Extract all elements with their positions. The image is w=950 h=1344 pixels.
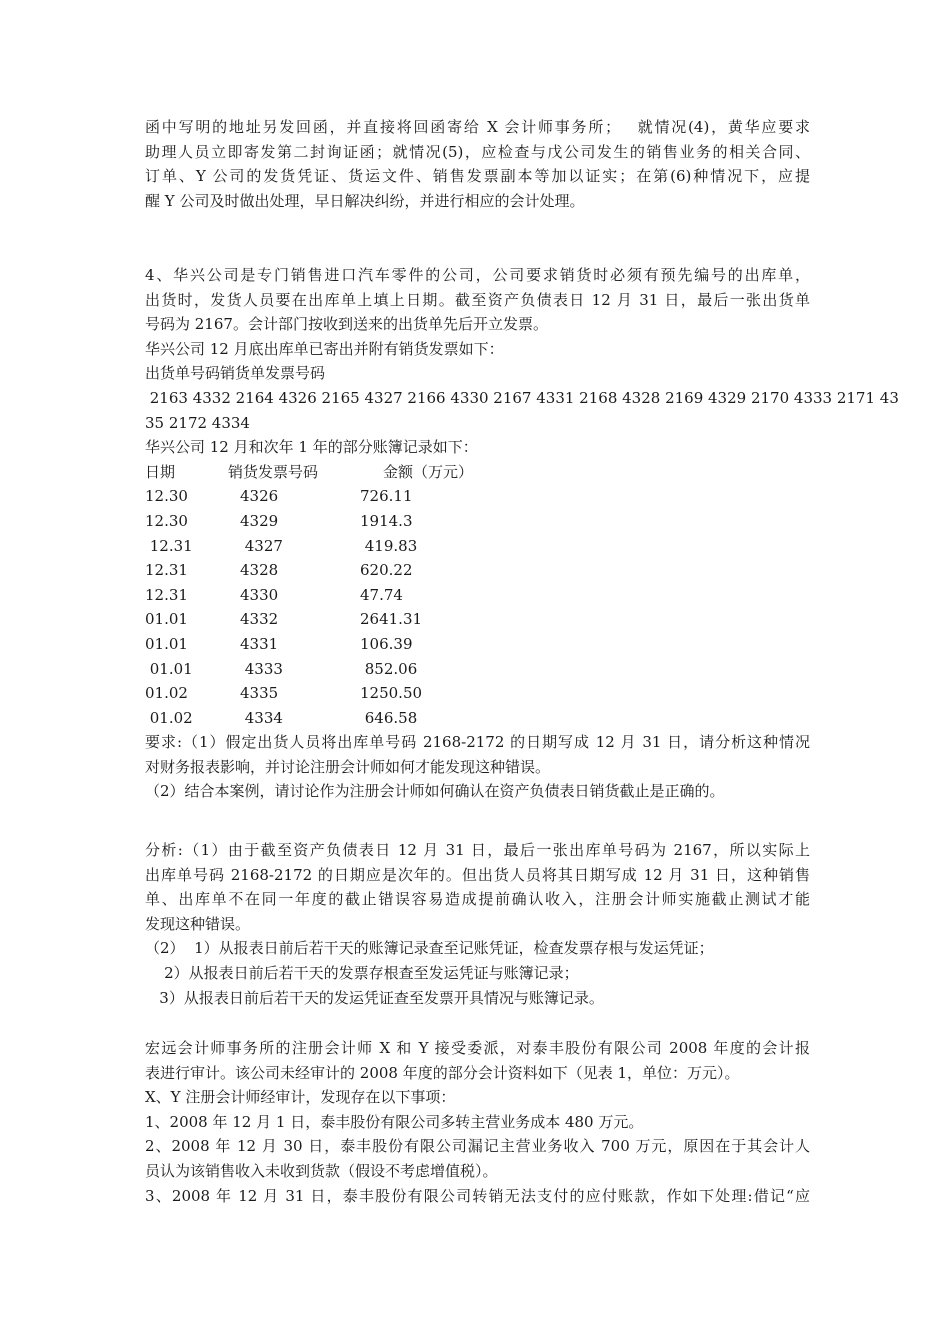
ledger-amount: 646.58	[360, 708, 418, 727]
text-line: 3、2008 年 12 月 31 日，泰丰股份有限公司转销无法支付的应付账款，作如下处理:借记“应	[145, 1186, 810, 1205]
table-row	[145, 657, 810, 682]
ledger-intro: 华兴公司 12 月和次年 1 年的部分账簿记录如下：	[145, 438, 478, 457]
ledger-invoice: 4333	[240, 659, 283, 678]
ledger-date: 01.01	[145, 659, 193, 678]
case-5-section	[145, 1036, 810, 1208]
text-line: 4、华兴公司是专门销售进口汽车零件的公司，公司要求销货时必须有预先编号的出库单，	[145, 266, 810, 284]
invoices-intro: 华兴公司 12 月底出库单已寄出并附有销货发票如下：	[145, 339, 504, 358]
table-row	[145, 681, 810, 706]
ledger-date: 12.30	[145, 487, 188, 506]
text-line: 号码为 2167。会计部门按收到送来的出货单先后开立发票。	[145, 315, 548, 334]
ledger-invoice: 4329	[240, 511, 279, 530]
text-line: 出货时，发货人员要在出库单上填上日期。截至资产负债表日 12 月 31 日，最后一张出货单	[145, 290, 810, 309]
table-row	[145, 484, 810, 509]
requirement-line: 要求:（1）假定出货人员将出库单号码 2168-2172 的日期写成 12 月 31 日，请分析这种情况	[145, 733, 810, 752]
ledger-table	[145, 460, 810, 731]
ledger-date: 12.30	[145, 511, 188, 530]
text-line: 订单、Y 公司的发货凭证、货运文件、销售发票副本等加以证实；在第(6)种情况下，应提	[145, 167, 810, 186]
ledger-amount: 47.74	[360, 585, 403, 604]
ledger-amount: 106.39	[360, 634, 413, 653]
para-continuation	[145, 115, 810, 213]
table-row	[145, 509, 810, 534]
ledger-date: 12.31	[145, 536, 193, 555]
text-line: 宏远会计师事务所的注册会计师 X 和 Y 接受委派，对泰丰股份有限公司 2008 年度的会计报	[145, 1039, 810, 1057]
ledger-invoice: 4335	[240, 684, 279, 703]
text-line: 醒 Y 公司及时做出处理，早日解决纠纷，并进行相应的会计处理。	[145, 191, 585, 210]
text-line: 表进行审计。该公司未经审计的 2008 年度的部分会计资料如下（见表 1，单位：万元）。	[145, 1063, 740, 1082]
ledger-date: 01.01	[145, 610, 188, 629]
ledger-invoice: 4334	[240, 708, 283, 727]
text-line: 2、2008 年 12 月 30 日，泰丰股份有限公司漏记主营业务收入 700 万元，原因在于其会计人	[145, 1137, 810, 1156]
text-line: 出库单号码 2168-2172 的日期应是次年的。但出货人员将其日期写成 12 月 31 日，这种销售	[145, 865, 810, 884]
case-4-section	[145, 263, 899, 804]
ledger-invoice: 4328	[240, 561, 279, 580]
table-row	[145, 607, 810, 632]
ledger-amount: 1914.3	[360, 511, 413, 530]
text-line: 发现这种错误。	[145, 914, 251, 933]
analysis-item: 2）从报表日前后若干天的发票存根查至发运凭证与账簿记录；	[145, 963, 579, 982]
table-row	[145, 632, 810, 657]
analysis-item: 3）从报表日前后若干天的发运凭证查至发票开具情况与账簿记录。	[145, 988, 604, 1007]
invoices-list-line: 35 2172 4334	[145, 413, 250, 432]
analysis-item: （2） 1）从报表日前后若干天的账簿记录查至记账凭证，检查发票存根与发运凭证；	[145, 939, 714, 958]
text-line: 函中写明的地址另发回函，并直接将回函寄给 X 会计师事务所； 就情况(4)，黄华应要求	[145, 118, 810, 136]
text-line: 1、2008 年 12 月 1 日，泰丰股份有限公司多转主营业务成本 480 万元。	[145, 1112, 644, 1131]
ledger-date: 01.02	[145, 708, 193, 727]
text-line: X、Y 注册会计师经审计，发现存在以下事项：	[145, 1088, 456, 1107]
ledger-date: 12.31	[145, 561, 188, 580]
ledger-amount: 2641.31	[360, 610, 423, 629]
ledger-date: 01.02	[145, 684, 188, 703]
table-row	[145, 706, 810, 731]
ledger-amount: 419.83	[360, 536, 418, 555]
text-line: 分析:（1）由于截至资产负债表日 12 月 31 日，最后一张出库单号码为 2167，所以实际上	[145, 841, 810, 859]
text-line: 助理人员立即寄发第二封询证函；就情况(5)，应检查与戊公司发生的销售业务的相关合同、	[145, 142, 810, 161]
text-line: 员认为该销售收入未收到货款（假设不考虑增值税）。	[145, 1161, 498, 1180]
ledger-header-date: 日期	[145, 462, 176, 481]
requirement-line: 对财务报表影响，并讨论注册会计师如何才能发现这种错误。	[145, 757, 551, 776]
invoices-list-line: 2163 4332 2164 4326 2165 4327 2166 4330 2167 4331 2168 4328 2169 4329 2170 4333 2171 43	[145, 388, 899, 407]
ledger-invoice: 4331	[240, 634, 279, 653]
ledger-amount: 1250.50	[360, 684, 423, 703]
text-line: 单、出库单不在同一年度的截止错误容易造成提前确认收入，注册会计师实施截止测试才能	[145, 890, 810, 909]
invoices-header: 出货单号码销货单发票号码	[145, 364, 326, 383]
table-row	[145, 534, 810, 559]
ledger-date: 12.31	[145, 585, 188, 604]
ledger-date: 01.01	[145, 634, 188, 653]
table-row	[145, 558, 810, 583]
ledger-header-invoice: 销货发票号码	[228, 462, 319, 481]
ledger-invoice: 4330	[240, 585, 279, 604]
ledger-header-amount: 金额（万元）	[383, 462, 474, 481]
requirement-line: （2）结合本案例，请讨论作为注册会计师如何确认在资产负债表日销货截止是正确的。	[145, 782, 725, 801]
ledger-invoice: 4332	[240, 610, 279, 629]
ledger-amount: 726.11	[360, 487, 413, 506]
ledger-invoice: 4327	[240, 536, 283, 555]
ledger-header-row	[145, 460, 810, 485]
ledger-amount: 852.06	[360, 659, 418, 678]
table-row	[145, 583, 810, 608]
ledger-amount: 620.22	[360, 561, 413, 580]
ledger-invoice: 4326	[240, 487, 279, 506]
analysis-section	[145, 838, 810, 1010]
